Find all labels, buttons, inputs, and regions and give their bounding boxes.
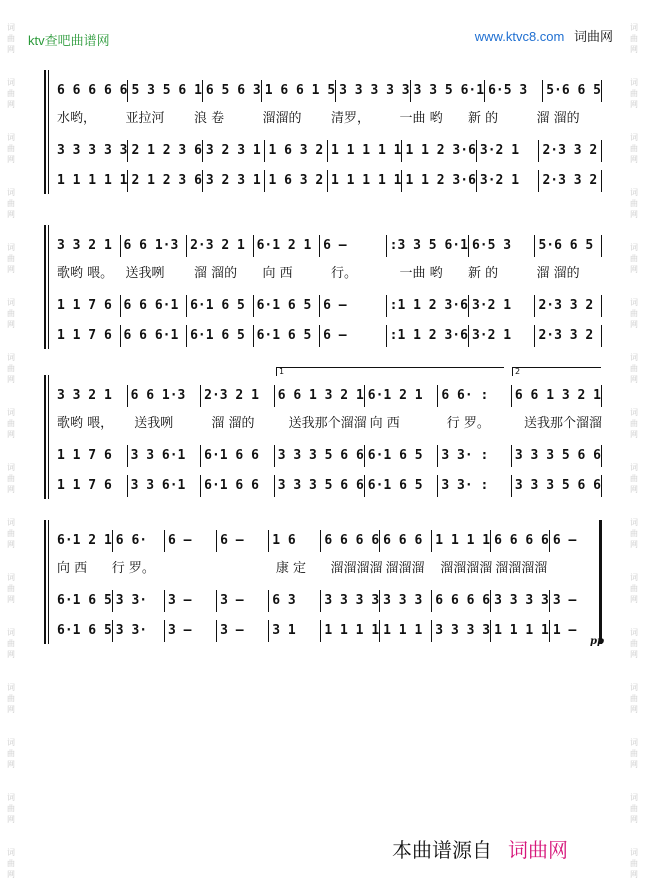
lyric-measure: 亚拉河 [125,111,165,126]
note-measure: 6 – [550,530,602,552]
lyric-measure: 歌哟 喂。 [57,266,114,281]
watermark-char: 网 [630,265,638,274]
note-measure: 6 6 1·3 [121,235,188,257]
note-measure: 1 – [550,620,602,642]
watermark-char: 曲 [7,254,15,263]
note-measure: 1 6 [269,530,321,552]
lyric-measure: 向 西 [262,266,293,281]
watermark-char: 网 [630,45,638,54]
volta-first-ending: 1 [276,367,504,376]
note-measure: 6 – [320,325,387,347]
note-measure: 6 6 6 6 [432,590,491,612]
lyric-measure: 康 定 [275,561,306,576]
note-measure: 6 6 6 6 [491,530,550,552]
note-measure: 6 – [320,235,387,257]
note-measure: 6 6· : [438,385,512,407]
note-measure: 3 – [217,620,269,642]
watermark-char: 曲 [630,364,638,373]
footer-text: 本曲谱源自 [392,838,492,862]
lyric-measure: 溜 溜的 [194,266,238,281]
note-measure: 6 6 6 6 6 [54,80,128,102]
notation-line-voice1 [54,80,602,102]
score-system-3 [44,367,602,499]
score-system-2 [44,225,602,349]
watermark-char: 网 [630,650,638,659]
watermark-char: 曲 [7,364,15,373]
watermark-char: 词 [630,353,638,362]
watermark-char: 词 [7,23,15,32]
note-measure: 1 1 2 3·6 [402,140,476,162]
watermark-char: 网 [630,155,638,164]
watermark-char: 词 [630,133,638,142]
watermark-char: 曲 [630,804,638,813]
watermark-char: 词 [7,298,15,307]
lyric-measure: 行 罗。 [111,561,155,576]
watermark-char: 网 [7,210,15,219]
notation-line-voice2 [54,590,602,612]
watermark-char: 曲 [7,199,15,208]
watermark-char: 曲 [7,419,15,428]
watermark-char: 曲 [630,144,638,153]
watermark-char: 曲 [7,639,15,648]
watermark-char: 词 [7,188,15,197]
dynamic-mark: pp [590,636,604,647]
watermark-char: 词 [7,243,15,252]
watermark-char: 曲 [7,309,15,318]
final-barline [599,520,602,644]
watermark-char: 网 [7,485,15,494]
note-measure: 3 3 3 5 6 6 [512,475,602,497]
lyric-measure: 一曲 哟 [399,266,443,281]
watermark-char: 词 [7,353,15,362]
watermark-char: 网 [7,650,15,659]
watermark-char: 词 [630,848,638,857]
note-measure: 6 6 1 3 2 1 [512,385,602,407]
notation-line-voice3 [54,620,602,642]
lyrics-line [54,558,602,580]
note-measure: 6 6 6 6 [321,530,380,552]
watermark-char: 曲 [630,254,638,263]
note-measure: 3 3· [113,590,165,612]
note-measure: 1 1 1 1 [491,620,550,642]
note-measure: 1 1 1 [380,620,432,642]
watermark-char: 网 [7,815,15,824]
note-measure: 6 6 6·1 [121,325,188,347]
watermark-char: 词 [7,133,15,142]
note-measure: 6·1 6 5 [54,620,113,642]
watermark-char: 曲 [630,89,638,98]
note-measure: 6·1 6 5 [254,325,321,347]
note-measure: 1 6 6 1 5 [262,80,336,102]
watermark-char: 曲 [630,34,638,43]
note-measure: 6 6 6·1 [121,295,188,317]
note-measure: 1 1 1 1 1 [328,140,402,162]
lyric-measure: 行 罗。 [446,416,490,431]
watermark-char: 词 [630,628,638,637]
watermark-char: 曲 [630,694,638,703]
lyric-measure: 向 西 [369,416,400,431]
lyric-measure: 溜溜溜溜 [330,561,383,576]
lyric-measure: 送我那个溜溜 [288,416,367,431]
lyric-measure: 溜溜溜溜 [440,561,493,576]
watermark-char: 网 [7,430,15,439]
note-measure: 3 – [217,590,269,612]
note-measure: 6·5 3 [469,235,536,257]
watermark-char: 网 [630,870,638,879]
note-measure: 6·1 6 6 [201,445,275,467]
watermark-char: 网 [630,210,638,219]
note-measure: 6·1 2 1 [54,530,113,552]
watermark-char: 曲 [7,694,15,703]
note-measure: 3 3 3 5 6 6 [275,445,365,467]
lyric-measure: 水哟， [57,111,97,126]
watermark-char: 词 [630,738,638,747]
note-measure: 5 3 5 6 1 [128,80,202,102]
watermark-char: 曲 [630,419,638,428]
watermark-char: 词 [630,408,638,417]
watermark-char: 词 [630,23,638,32]
watermark-char: 曲 [7,474,15,483]
watermark-char: 网 [630,760,638,769]
watermark-char: 曲 [7,34,15,43]
lyric-measure [547,558,602,580]
watermark-char: 词 [630,243,638,252]
note-measure: 3 3· : [438,475,512,497]
lyric-measure: 新 的 [468,266,499,281]
note-measure: 6 6 1·3 [128,385,202,407]
watermark-char: 网 [7,375,15,384]
note-measure: 2·3 3 2 [539,170,602,192]
note-measure: 6·1 2 1 [254,235,321,257]
lyric-measure: 行。 [331,266,358,281]
watermark-char: 曲 [630,639,638,648]
watermark-char: 网 [630,375,638,384]
notation-line-voice2 [54,295,602,317]
site-name-right[interactable]: 词曲网 [573,29,613,44]
note-measure: 3 2 3 1 [203,170,266,192]
note-measure: 6 – [165,530,217,552]
note-measure: 6 6 1 3 2 1 [275,385,365,407]
notation-line-voice1 [54,385,602,407]
note-measure: 1 1 7 6 [54,475,128,497]
note-measure: 3 3 3 3 3 [336,80,410,102]
watermark-char: 曲 [7,529,15,538]
lyric-measure: 溜 溜的 [536,111,580,126]
watermark-char: 曲 [630,309,638,318]
watermark-char: 曲 [630,584,638,593]
note-measure: 5·6 6 5 [535,235,602,257]
note-measure: 3·2 1 [469,295,536,317]
note-measure: 3·2 1 [469,325,536,347]
note-measure: 2·3 2 1 [187,235,254,257]
notation-line-voice3 [54,170,602,192]
watermark-char: 曲 [630,749,638,758]
note-measure: 2 1 2 3 6 [128,140,202,162]
lyrics-line [54,263,602,285]
note-measure: 6 5 6 3 [203,80,262,102]
lyric-measure: 新 的 [468,111,499,126]
watermark-char: 网 [630,540,638,549]
lyric-measure: 一曲 哟 [399,111,443,126]
watermark-char: 网 [7,760,15,769]
watermark-char: 曲 [7,749,15,758]
lyric-measure [218,558,273,580]
note-measure: 3 3 3 [380,590,432,612]
notation-line-voice1 [54,530,602,552]
watermark-char: 词 [630,683,638,692]
lyric-measure: 向 西 [57,561,88,576]
watermark-char: 网 [7,595,15,604]
note-measure: 6 – [320,295,387,317]
note-measure: 2·3 2 1 [201,385,275,407]
watermark-char: 网 [7,100,15,109]
score-system-1 [44,70,602,194]
watermark-char: 网 [630,430,638,439]
note-measure: 1 1 1 1 1 [54,170,128,192]
footer-brand-link[interactable]: 词曲网 [508,838,568,862]
note-measure: 3 3 6·1 [128,475,202,497]
watermark-char: 词 [7,683,15,692]
volta-second-ending: 2 [512,367,601,376]
lyric-measure: 送我咧 [134,416,174,431]
note-measure: 3 – [550,590,602,612]
notation-line-voice2 [54,140,602,162]
watermark-char: 网 [7,155,15,164]
watermark-char: 曲 [7,89,15,98]
lyric-measure [163,558,218,580]
watermark-char: 词 [630,78,638,87]
note-measure: 6·5 3 [485,80,543,102]
watermark-char: 词 [630,188,638,197]
lyric-measure: 溜 溜的 [536,266,580,281]
watermark-char: 曲 [630,529,638,538]
note-measure: 6 6 6 [380,530,432,552]
note-measure: :1 1 2 3·6 [387,295,469,317]
watermark-char: 词 [630,298,638,307]
site-watermark: www.ktvc8.com [474,29,565,44]
watermark-char: 词 [7,738,15,747]
note-measure: 1 1 1 1 [432,530,491,552]
note-measure: :3 3 5 6·1 [387,235,469,257]
watermark-char: 网 [630,595,638,604]
watermark-char: 网 [7,320,15,329]
note-measure: 6·1 2 1 [365,385,439,407]
watermark-char: 曲 [630,859,638,868]
note-measure: 1 1 7 6 [54,445,128,467]
watermark-char: 曲 [630,474,638,483]
note-measure: 3 – [165,620,217,642]
note-measure: 1 1 7 6 [54,295,121,317]
note-measure: 3 3 3 5 6 6 [275,475,365,497]
note-measure: 3 3 5 6·1 [411,80,485,102]
watermark-char: 网 [630,815,638,824]
note-measure: 1 1 2 3·6 [402,170,476,192]
watermark-char: 词 [630,518,638,527]
note-measure: 6·1 6 5 [365,475,439,497]
watermark-char: 词 [7,463,15,472]
note-measure: 6·1 6 5 [254,295,321,317]
lyrics-line [54,413,602,435]
note-measure: 1 6 3 2 [265,140,328,162]
lyrics-line [54,108,602,130]
watermark-char: 词 [7,793,15,802]
lyric-measure: 歌哟 喂， [57,416,114,431]
note-measure: 6·1 6 5 [365,445,439,467]
site-name-left[interactable]: ktv查吧曲谱网 [28,33,110,48]
lyric-measure: 溜 溜的 [211,416,255,431]
watermark-char: 曲 [630,199,638,208]
watermark-char: 曲 [7,584,15,593]
lyric-measure: 溜溜溜溜 [495,561,548,576]
watermark-char: 词 [7,848,15,857]
watermark-char: 词 [7,518,15,527]
lyric-measure: 溜溜的 [262,111,302,126]
note-measure: 5·6 6 5 [543,80,602,102]
note-measure: 3 3· [113,620,165,642]
note-measure: :1 1 2 3·6 [387,325,469,347]
notation-line-voice2 [54,445,602,467]
watermark-char: 网 [7,705,15,714]
note-measure: 1 1 1 1 [321,620,380,642]
note-measure: 3·2 1 [477,140,540,162]
note-measure: 3 3 3 3 3 [54,140,128,162]
note-measure: 3 3 2 1 [54,235,121,257]
lyric-measure: 浪 卷 [194,111,225,126]
note-measure: 6·1 6 5 [187,325,254,347]
note-measure: 1 6 3 2 [265,170,328,192]
watermark-char: 曲 [7,859,15,868]
watermark-char: 曲 [7,144,15,153]
watermark-char: 网 [630,100,638,109]
watermark-char: 词 [7,573,15,582]
note-measure: 1 1 1 1 1 [328,170,402,192]
watermark-char: 词 [630,793,638,802]
score-system-4 [44,520,602,644]
note-measure: 1 1 7 6 [54,325,121,347]
note-measure: 3 1 [269,620,321,642]
note-measure: 3 3 6·1 [128,445,202,467]
note-measure: 3 2 3 1 [203,140,266,162]
note-measure: 3 – [165,590,217,612]
watermark-char: 词 [630,573,638,582]
note-measure: 2·3 3 2 [535,325,602,347]
note-measure: 3 3· : [438,445,512,467]
note-measure: 3 3 3 3 [432,620,491,642]
note-measure: 6 6· [113,530,165,552]
watermark-char: 词 [7,408,15,417]
watermark-char: 曲 [7,804,15,813]
note-measure: 6 3 [269,590,321,612]
notation-line-voice3 [54,325,602,347]
watermark-char: 词 [7,78,15,87]
watermark-char: 网 [7,870,15,879]
watermark-char: 网 [7,45,15,54]
side-watermark-left [3,0,19,891]
watermark-char: 网 [630,320,638,329]
note-measure: 2·3 3 2 [539,140,602,162]
note-measure: 3 3 3 5 6 6 [512,445,602,467]
watermark-char: 网 [7,540,15,549]
lyric-measure: 溜溜溜 [385,561,425,576]
note-measure: 3 3 3 3 [491,590,550,612]
lyric-measure: 送我那个溜溜 [523,416,602,431]
note-measure: 3 3 3 3 [321,590,380,612]
note-measure: 2·3 3 2 [535,295,602,317]
note-measure: 2 1 2 3 6 [128,170,202,192]
watermark-char: 词 [7,628,15,637]
notation-line-voice3 [54,475,602,497]
note-measure: 3 3 2 1 [54,385,128,407]
watermark-char: 网 [630,705,638,714]
watermark-char: 网 [7,265,15,274]
header-right [475,26,613,45]
lyric-measure: 送我咧 [125,266,165,281]
side-watermark-right [626,0,642,891]
note-measure: 6 – [217,530,269,552]
notation-line-voice1 [54,235,602,257]
note-measure: 6·1 6 5 [54,590,113,612]
footer-source [392,834,568,863]
lyric-measure: 清罗， [331,111,371,126]
watermark-char: 词 [630,463,638,472]
note-measure: 6·1 6 5 [187,295,254,317]
note-measure: 3·2 1 [477,170,540,192]
note-measure: 6·1 6 6 [201,475,275,497]
watermark-char: 网 [630,485,638,494]
